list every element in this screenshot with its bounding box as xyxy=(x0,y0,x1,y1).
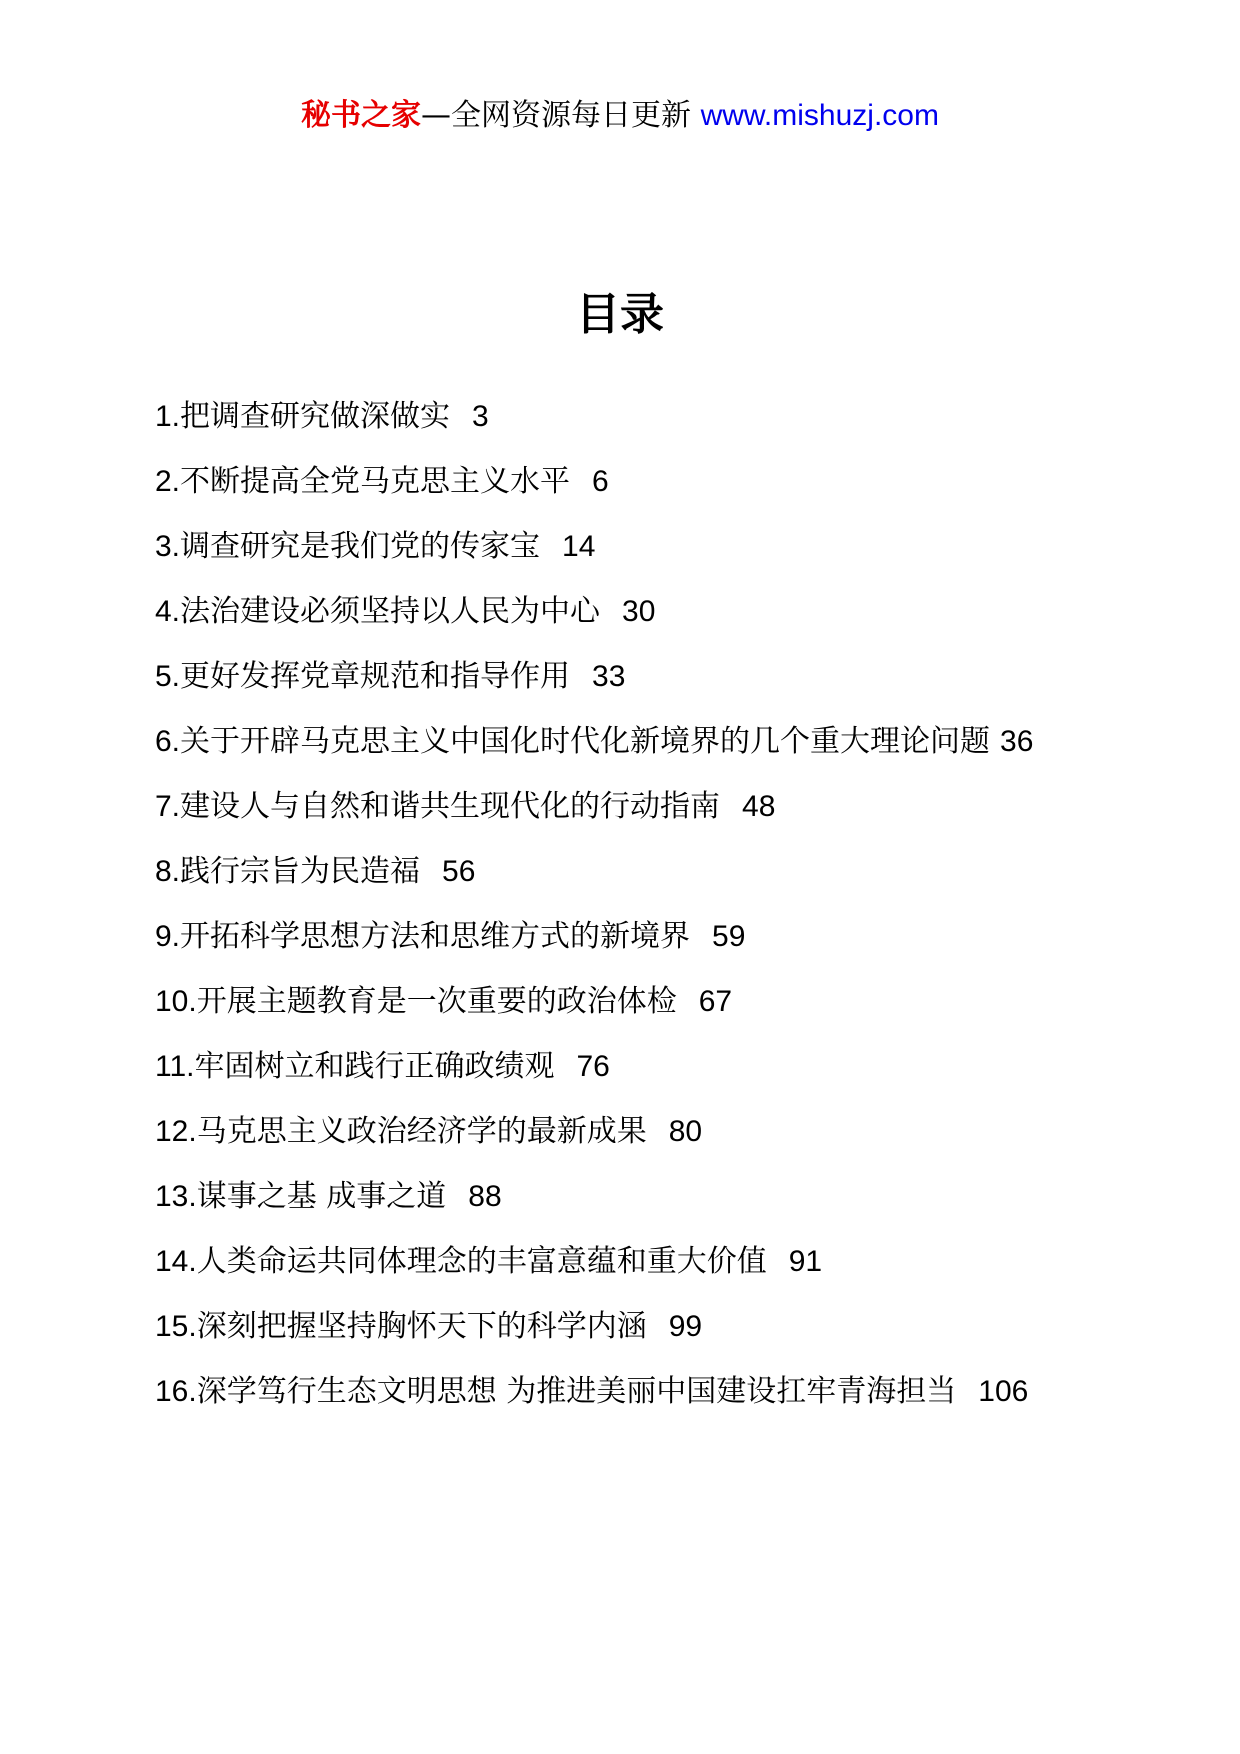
toc-entry[interactable] xyxy=(155,1359,1085,1424)
toc-entry-title: 践行宗旨为民造福 xyxy=(180,854,421,889)
toc-entry[interactable] xyxy=(155,1294,1085,1359)
toc-entry-number: 13. xyxy=(155,1180,197,1213)
site-header xyxy=(0,96,1240,136)
site-url-link[interactable]: www.mishuzj.com xyxy=(700,99,939,132)
toc-entry-title: 把调查研究做深做实 xyxy=(180,399,451,434)
toc-entry-title: 建设人与自然和谐共生现代化的行动指南 xyxy=(180,789,721,824)
toc-entry[interactable] xyxy=(155,1164,1085,1229)
toc-entry-page: 88 xyxy=(468,1180,502,1213)
toc-entry-page: 3 xyxy=(472,400,489,433)
toc-entry-title: 深学笃行生态文明思想 为推进美丽中国建设扛牢青海担当 xyxy=(196,1374,957,1409)
toc-entry[interactable] xyxy=(155,1099,1085,1164)
toc-entry-page: 14 xyxy=(562,530,596,563)
toc-entry[interactable] xyxy=(155,449,1085,514)
table-of-contents xyxy=(155,384,1085,1424)
toc-entry-title: 调查研究是我们党的传家宝 xyxy=(180,529,541,564)
toc-entry-page: 91 xyxy=(788,1245,823,1278)
toc-entry-page: 30 xyxy=(622,595,656,628)
toc-entry-page: 76 xyxy=(576,1050,610,1083)
toc-entry[interactable] xyxy=(155,1229,1085,1294)
toc-entry[interactable] xyxy=(155,774,1085,839)
toc-entry-page: 33 xyxy=(592,660,626,693)
toc-entry[interactable] xyxy=(155,709,1085,774)
toc-entry-number: 5. xyxy=(155,660,181,693)
toc-entry-number: 14. xyxy=(155,1245,197,1278)
toc-entry-title: 更好发挥党章规范和指导作用 xyxy=(180,659,571,694)
toc-entry-title: 法治建设必须坚持以人民为中心 xyxy=(180,594,601,629)
toc-entry-page: 67 xyxy=(698,985,733,1018)
toc-entry[interactable] xyxy=(155,514,1085,579)
toc-entry-page: 6 xyxy=(592,465,609,498)
brand-tagline: —全网资源每日更新 xyxy=(421,98,692,133)
toc-entry[interactable] xyxy=(155,1034,1085,1099)
toc-entry-title: 开拓科学思想方法和思维方式的新境界 xyxy=(180,919,691,954)
toc-entry-page: 99 xyxy=(668,1310,703,1343)
toc-entry[interactable] xyxy=(155,384,1085,449)
toc-entry-number: 7. xyxy=(155,790,181,823)
toc-entry-number: 16. xyxy=(155,1375,197,1408)
toc-entry[interactable] xyxy=(155,839,1085,904)
toc-entry-number: 8. xyxy=(155,855,181,888)
toc-entry-page: 48 xyxy=(742,790,776,823)
toc-entry-title: 不断提高全党马克思主义水平 xyxy=(180,464,571,499)
toc-entry[interactable] xyxy=(155,644,1085,709)
toc-entry[interactable] xyxy=(155,579,1085,644)
toc-entry-title: 马克思主义政治经济学的最新成果 xyxy=(196,1114,647,1149)
toc-entry-number: 3. xyxy=(155,530,181,563)
toc-entry-title: 谋事之基 成事之道 xyxy=(196,1179,447,1214)
toc-entry-number: 9. xyxy=(155,920,181,953)
toc-entry-number: 6. xyxy=(155,725,181,758)
brand-name: 秘书之家 xyxy=(301,98,422,133)
toc-entry-page: 56 xyxy=(442,855,476,888)
toc-entry-title: 牢固树立和践行正确政绩观 xyxy=(194,1049,555,1084)
toc-entry-number: 10. xyxy=(155,985,197,1018)
toc-entry-number: 4. xyxy=(155,595,181,628)
toc-entry-page: 80 xyxy=(668,1115,703,1148)
toc-entry-title: 人类命运共同体理念的丰富意蕴和重大价值 xyxy=(196,1244,767,1279)
toc-entry-page: 59 xyxy=(712,920,746,953)
toc-entry-page: 106 xyxy=(978,1375,1029,1408)
toc-entry-page: 36 xyxy=(1000,725,1034,758)
toc-entry-number: 1. xyxy=(155,400,181,433)
toc-entry-title: 开展主题教育是一次重要的政治体检 xyxy=(196,984,677,1019)
toc-entry-number: 12. xyxy=(155,1115,197,1148)
toc-entry-number: 2. xyxy=(155,465,181,498)
toc-entry-number: 15. xyxy=(155,1310,197,1343)
toc-entry-title: 深刻把握坚持胸怀天下的科学内涵 xyxy=(196,1309,647,1344)
toc-entry-title: 关于开辟马克思主义中国化时代化新境界的几个重大理论问题 xyxy=(180,724,991,759)
toc-entry[interactable] xyxy=(155,969,1085,1034)
toc-entry[interactable] xyxy=(155,904,1085,969)
toc-entry-number: 11. xyxy=(155,1050,195,1083)
page-title: 目录 xyxy=(576,289,664,340)
